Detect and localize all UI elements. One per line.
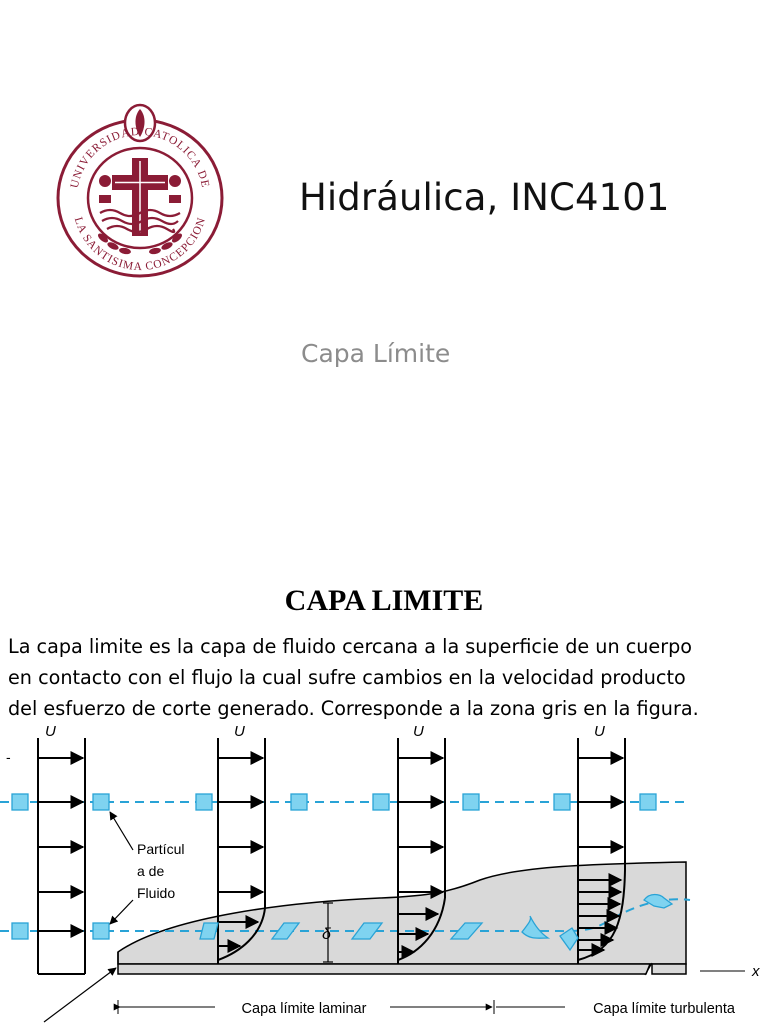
particle-label-line: Partícul xyxy=(137,841,185,857)
particle-pointer-arrows xyxy=(110,812,133,924)
velocity-label: U xyxy=(45,723,56,740)
boundary-layer-diagram xyxy=(0,720,768,1024)
x-axis-label: x xyxy=(752,963,760,980)
body-line: en contacto con el flujo la cual sufre cambios en la velocidad producto xyxy=(8,666,686,689)
body-line: del esfuerzo de corte generado. Corresponde a la zona gris en la figura. xyxy=(8,697,699,720)
delta-label: δ xyxy=(322,926,331,943)
inicio-arrow xyxy=(44,968,116,1022)
velocity-profile-uniform xyxy=(38,738,85,974)
seal-text-top: UNIVERSIDAD CATOLICA DE xyxy=(68,125,212,190)
laminar-label: Capa límite laminar xyxy=(241,1001,367,1017)
turbulent-label: Capa límite turbulenta xyxy=(593,1001,735,1017)
body-line: La capa limite es la capa de fluido cercana a la superficie de un cuerpo xyxy=(8,635,693,658)
velocity-label: U xyxy=(234,723,245,740)
velocity-label: U xyxy=(594,723,605,740)
university-seal-logo xyxy=(55,103,225,278)
slide-subtitle: Capa Límite xyxy=(301,339,451,368)
slide-title: Hidráulica, INC4101 xyxy=(299,176,670,219)
slide-body-text xyxy=(8,631,764,724)
velocity-label: U xyxy=(413,723,424,740)
particle-label-line: a de xyxy=(137,863,165,879)
dash-mark: - xyxy=(6,749,11,765)
slide-heading: CAPA LIMITE xyxy=(284,584,484,617)
seal-text-bottom: LA SANTISIMA CONCEPCION xyxy=(71,215,209,274)
particle-label-line: Fluido xyxy=(137,885,176,901)
content-slide xyxy=(0,512,768,1024)
